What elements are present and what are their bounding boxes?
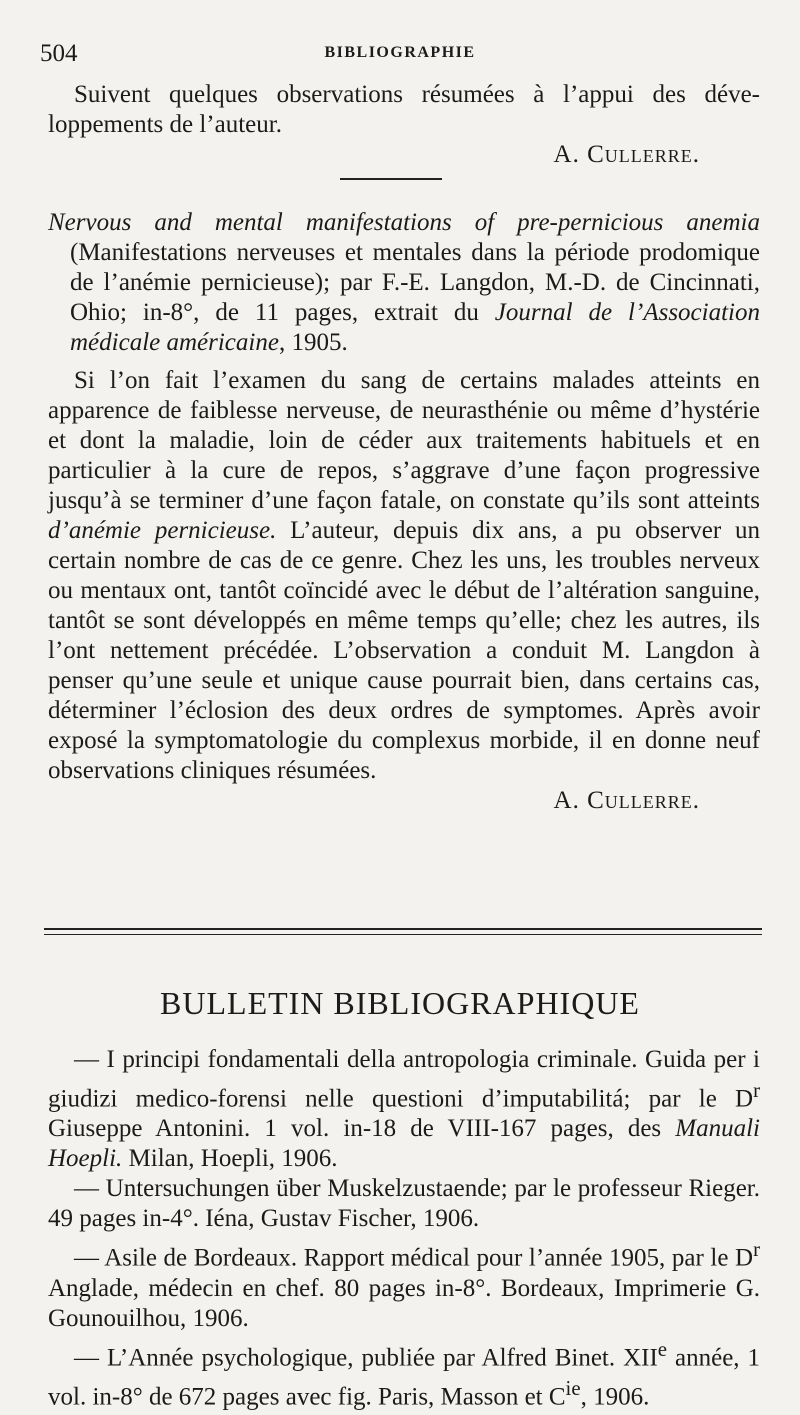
divider-short [340, 178, 442, 180]
work-subtitle: (Manifestations nerveuses et mentales dans la période prodomique de l’anémie pernicieuse); par F.-E. Langdon, M.-D. de Cincinnati, Ohio; in-8°, de 11 pages, extrait du [70, 239, 760, 326]
paragraph [48, 80, 760, 140]
review-body [48, 366, 760, 786]
body-text: L’auteur, depuis dix ans, a pu observer un certain nombre de cas de ce genre. Chez les uns, les troubles nerveux ou mentaux ont, tantôt coïncidé avec le début de l’altération sanguine, tantôt se sont développés en même temps qu’elle; chez les autres, ils l’ont nettement précédée. L’observation a conduit M. Langdon à penser qu’une seule et unique cause pourrait bien, dans certains cas, déterminer l’éclosion des deux ordres de symptomes. Après avoir exposé la symptomatologie du complexus morbide, il en donne neuf observations cliniques résumées. [48, 517, 760, 784]
superscript: ie [565, 1375, 581, 1400]
entry-text: Giuseppe Antonini. 1 vol. in-18 de VIII-167 pages, des [48, 1115, 676, 1143]
running-title: BIBLIOGRAPHIE [324, 44, 476, 61]
work-title: Nervous and mental manifestations of pre-pernicious anemia [48, 209, 760, 236]
entry-text: , 1906. [580, 1383, 650, 1411]
review-citation [48, 208, 760, 358]
divider-long [44, 928, 762, 930]
bibliography-entry: — Untersuchungen über Muskelzustaende; par le professeur Rieger. 49 pages in-4°. Iéna, Gustav Fischer, 1906. [48, 1175, 760, 1233]
body-text: Si l’on fait l’examen du sang de certains malades atteints en apparence de faiblesse nerveuse, de neurasthénie ou même d’hystérie et dont la maladie, loin de céder aux traitements habituels et en particulier à la cure de repos, s’aggrave d’une façon progressive jusqu’à se terminer d’une façon fatale, on constate qu’ils sont atteints [48, 367, 760, 514]
series-title: Manuali Hoepli. [48, 1115, 760, 1173]
text-line: loppements de l’auteur. [48, 111, 282, 138]
superscript: r [753, 1237, 760, 1262]
page-number: 504 [40, 40, 78, 67]
journal-name: Journal de l’Association médicale américaine [70, 299, 760, 356]
author-signature: A. Cullerre. [553, 141, 700, 168]
author-signature: A. Cullerre. [553, 787, 700, 814]
bibliography-entry [48, 1045, 760, 1174]
bulletin-entries [48, 1045, 760, 1412]
bibliography-entry [48, 1234, 760, 1333]
superscript: e [657, 1336, 668, 1361]
entry-text: — L’Année psychologique, publiée par Alfred Binet. XII [74, 1343, 658, 1371]
entry-text: — I principi fondamentali della antropologia criminale. Guida per i giudizi medico-forensi nelle questioni d’imputabilitá; par le D [48, 1046, 760, 1113]
langdon-review [48, 208, 760, 816]
entry-text: Anglade, médecin en chef. 80 pages in-8°. Bordeaux, Imprimerie G. Gounouilhou, 1906. [48, 1274, 760, 1332]
entry-text: année, 1 vol. in-8° de 672 pages avec fig. Paris, Masson et C [48, 1343, 760, 1411]
bibliography-entry [48, 1334, 760, 1413]
divider-long-thin [44, 934, 762, 935]
text-line: Suivent quelques observations résumées à l’appui des déve- [74, 81, 760, 108]
superscript: r [753, 1078, 760, 1102]
section-title: BULLETIN BIBLIOGRAPHIQUE [160, 985, 640, 1021]
entry-text: Milan, Hoepli, 1906. [122, 1145, 338, 1173]
body-italic: d’anémie pernicieuse. [48, 517, 277, 544]
previous-review-tail [48, 80, 760, 170]
journal-year: , 1905. [278, 329, 348, 356]
entry-text: — Asile de Bordeaux. Rapport médical pour l’année 1905, par le D [74, 1244, 754, 1272]
